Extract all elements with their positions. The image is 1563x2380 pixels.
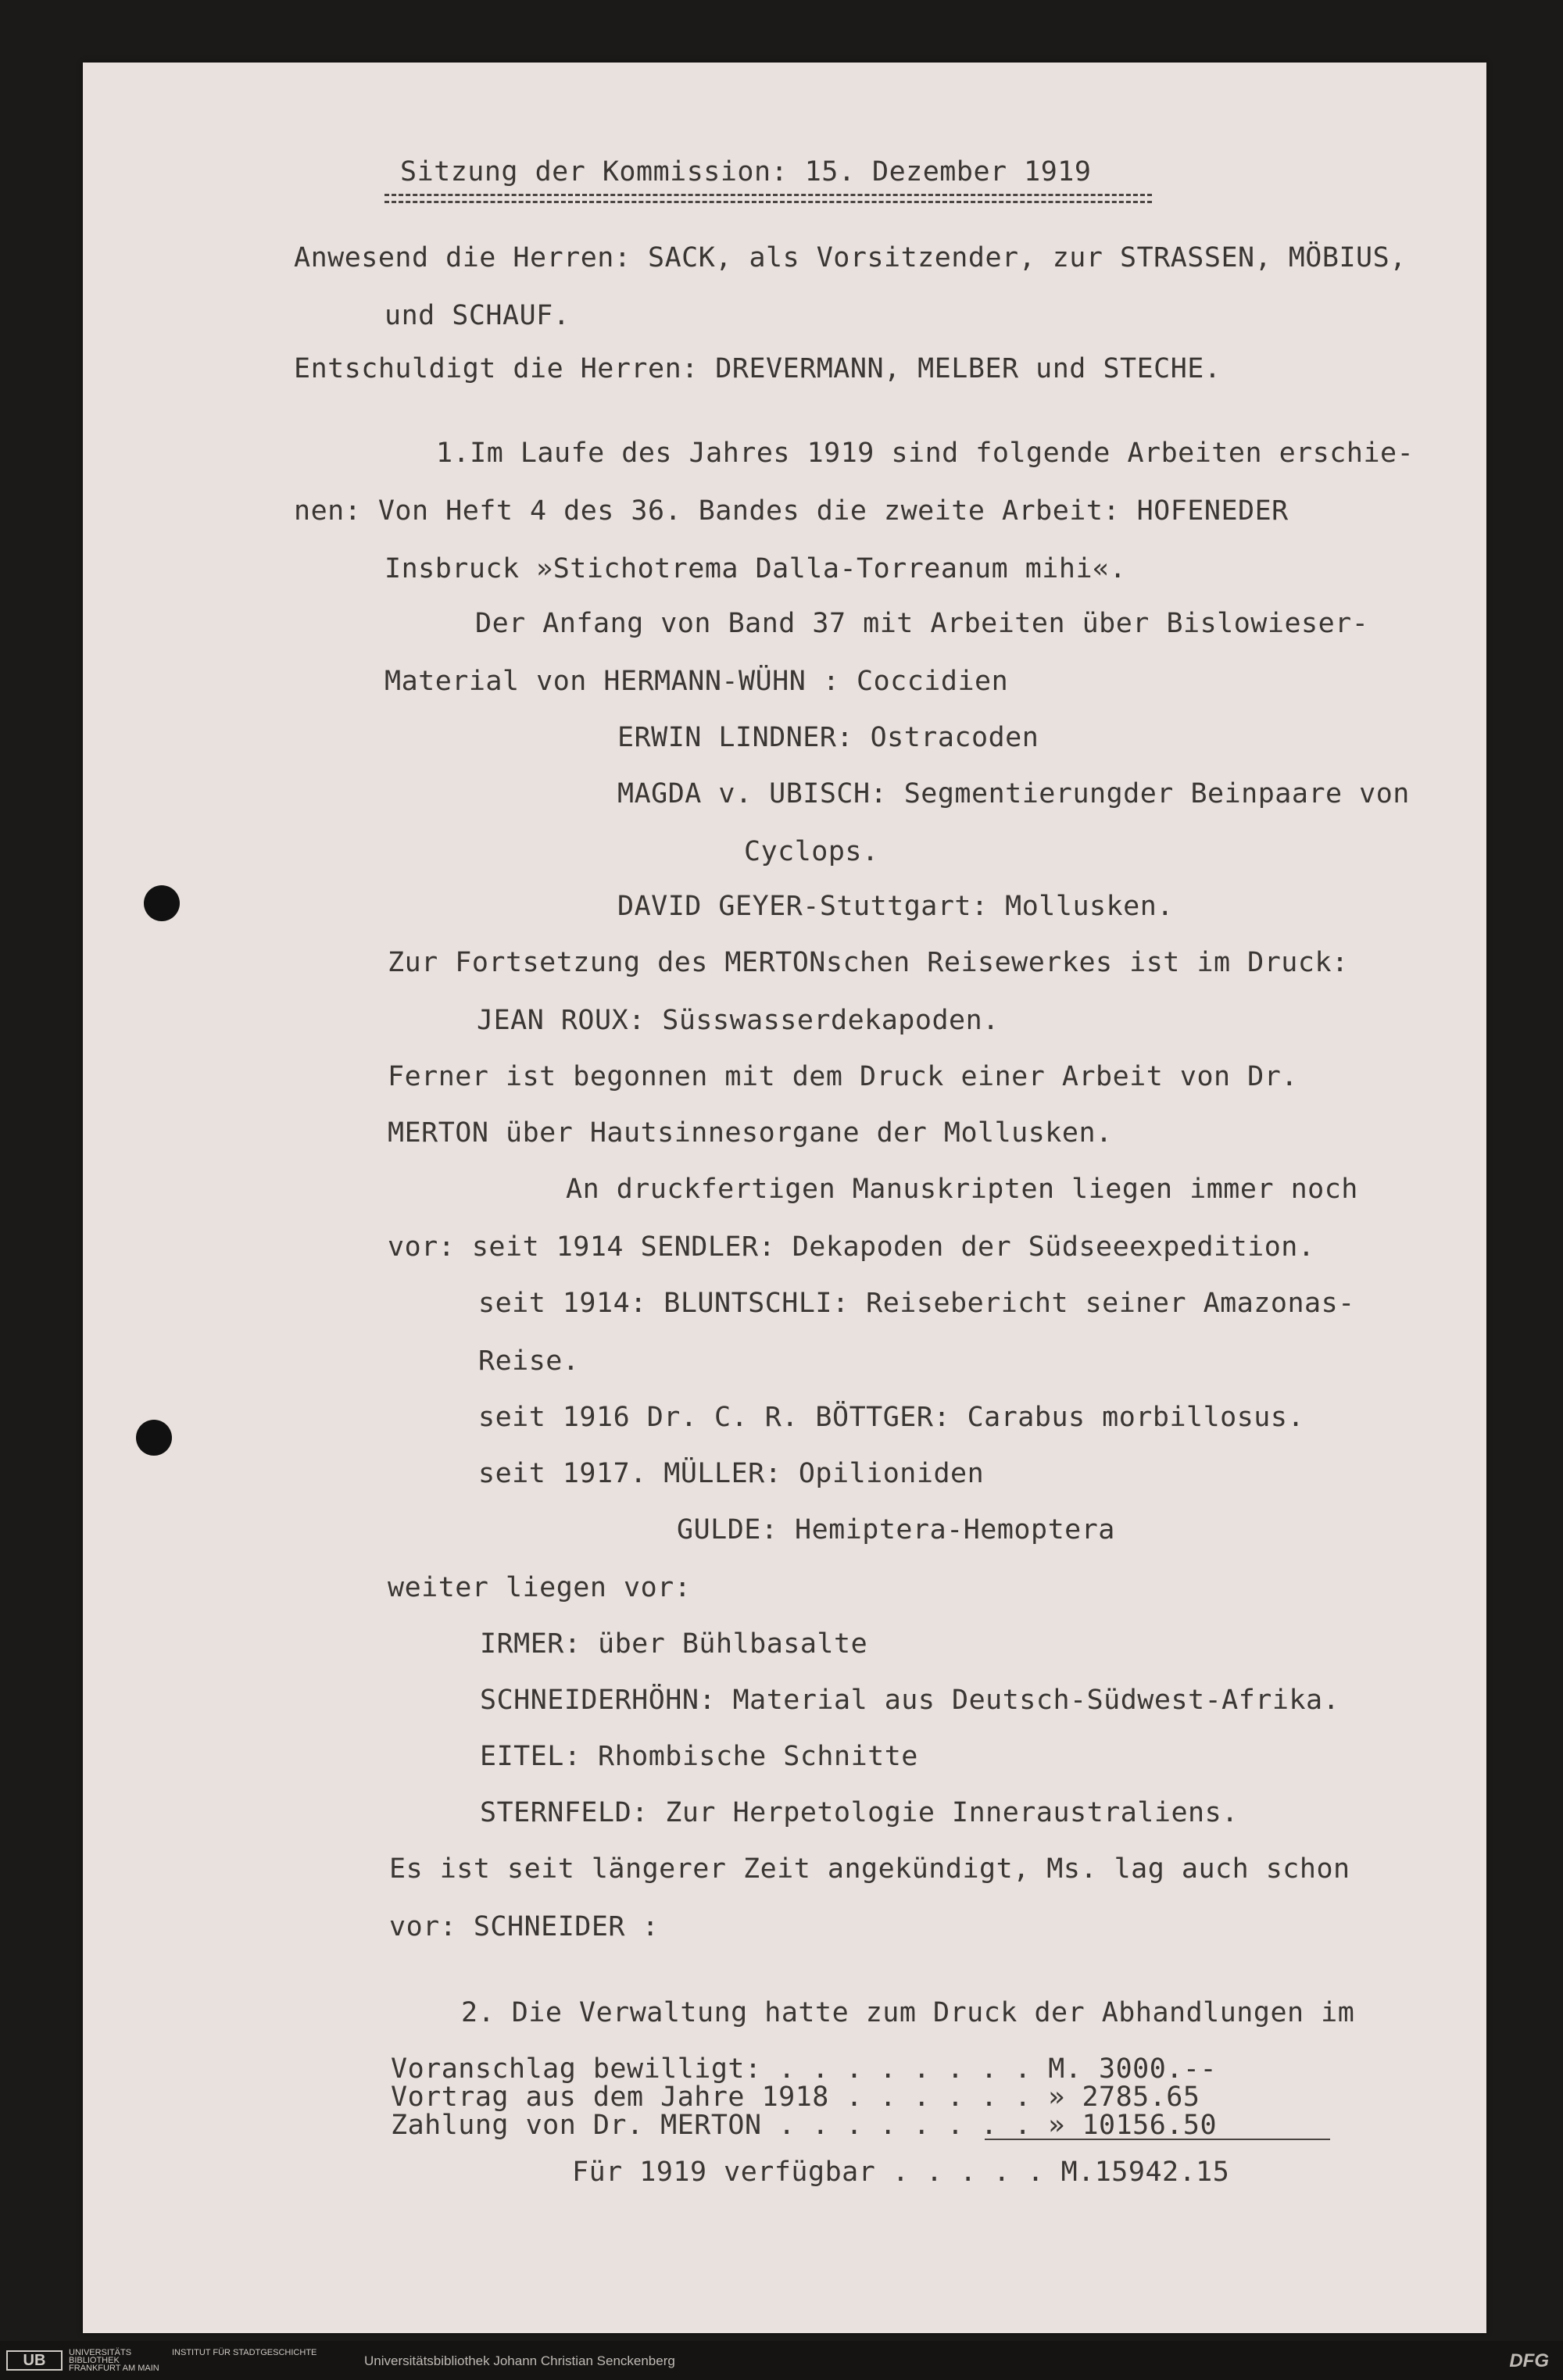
budget-line: Vortrag aus dem Jahre 1918 . . . . . . » 2785.65 <box>391 2082 1200 2113</box>
dfg-logo: DFG <box>1509 2350 1549 2371</box>
text-line: JEAN ROUX: Süsswasserdekapoden. <box>477 1005 1000 1036</box>
text-line: vor: SCHNEIDER : <box>389 1911 660 1942</box>
text-line: nen: Von Heft 4 des 36. Bandes die zweite Arbeit: HOFENEDER <box>294 495 1289 527</box>
ub-logo: UB <box>6 2350 63 2371</box>
punch-hole <box>144 885 180 921</box>
library-credit: Universitätsbibliothek Johann Christian Senckenberg <box>364 2353 675 2368</box>
text-line: Insbruck »Stichotrema Dalla-Torreanum mihi«. <box>384 553 1127 584</box>
text-line: IRMER: über Bühlbasalte <box>480 1628 868 1660</box>
text-line: Entschuldigt die Herren: DREVERMANN, MELBER und STECHE. <box>294 353 1221 384</box>
punch-hole <box>136 1420 172 1456</box>
text-line: MAGDA v. UBISCH: Segmentierungder Beinpaare von <box>617 778 1410 809</box>
text-line: ERWIN LINDNER: Ostracoden <box>617 722 1039 753</box>
library-logo-text: UNIVERSITÄTS BIBLIOTHEK FRANKFURT AM MAIN <box>69 2348 159 2373</box>
text-line: seit 1917. MÜLLER: Opilioniden <box>478 1458 985 1489</box>
text-line: Material von HERMANN-WÜHN : Coccidien <box>384 666 1009 697</box>
text-line: Reise. <box>478 1345 580 1377</box>
budget-line: Voranschlag bewilligt: . . . . . . . . M. 3000.-- <box>391 2053 1218 2085</box>
text-line: seit 1914: BLUNTSCHLI: Reisebericht seiner Amazonas- <box>478 1288 1355 1319</box>
text-line: An druckfertigen Manuskripten liegen immer noch <box>566 1174 1358 1205</box>
sum-underline <box>985 2139 1330 2140</box>
text-line: Cyclops. <box>744 836 879 867</box>
text-line: vor: seit 1914 SENDLER: Dekapoden der Südseeexpedition. <box>388 1231 1315 1263</box>
text-line: 2. Die Verwaltung hatte zum Druck der Abhandlungen im <box>461 1997 1355 2028</box>
text-line: Ferner ist begonnen mit dem Druck einer Arbeit von Dr. <box>388 1061 1298 1092</box>
text-line: MERTON über Hautsinnesorgane der Mollusken. <box>388 1117 1113 1149</box>
text-line: Zur Fortsetzung des MERTONschen Reisewerkes ist im Druck: <box>388 947 1349 978</box>
text-line: DAVID GEYER-Stuttgart: Mollusken. <box>617 891 1174 922</box>
text-line: weiter liegen vor: <box>388 1572 692 1603</box>
text-line: und SCHAUF. <box>384 300 570 331</box>
text-line: STERNFELD: Zur Herpetologie Inneraustraliens. <box>480 1797 1239 1828</box>
budget-total: Für 1919 verfügbar . . . . . M.15942.15 <box>572 2157 1230 2188</box>
document-title: Sitzung der Kommission: 15. Dezember 1919 <box>400 156 1092 188</box>
text-line: 1.Im Laufe des Jahres 1919 sind folgende Arbeiten erschie- <box>436 438 1415 469</box>
text-line: EITEL: Rhombische Schnitte <box>480 1741 918 1772</box>
institute-logo-text: INSTITUT FÜR STADTGESCHICHTE <box>172 2348 317 2357</box>
title-double-underline <box>384 194 1152 203</box>
text-line: seit 1916 Dr. C. R. BÖTTGER: Carabus morbillosus. <box>478 1402 1305 1433</box>
text-line: Anwesend die Herren: SACK, als Vorsitzender, zur STRASSEN, MÖBIUS, <box>294 242 1407 273</box>
footer-bar <box>0 2341 1563 2380</box>
text-line: SCHNEIDERHÖHN: Material aus Deutsch-Südwest-Afrika. <box>480 1685 1340 1716</box>
text-line: Der Anfang von Band 37 mit Arbeiten über Bislowieser- <box>475 608 1369 639</box>
text-line: GULDE: Hemiptera-Hemoptera <box>677 1514 1115 1546</box>
text-line: Es ist seit längerer Zeit angekündigt, Ms. lag auch schon <box>389 1853 1350 1885</box>
budget-line: Zahlung von Dr. MERTON . . . . . . . . » 10156.50 <box>391 2110 1218 2141</box>
